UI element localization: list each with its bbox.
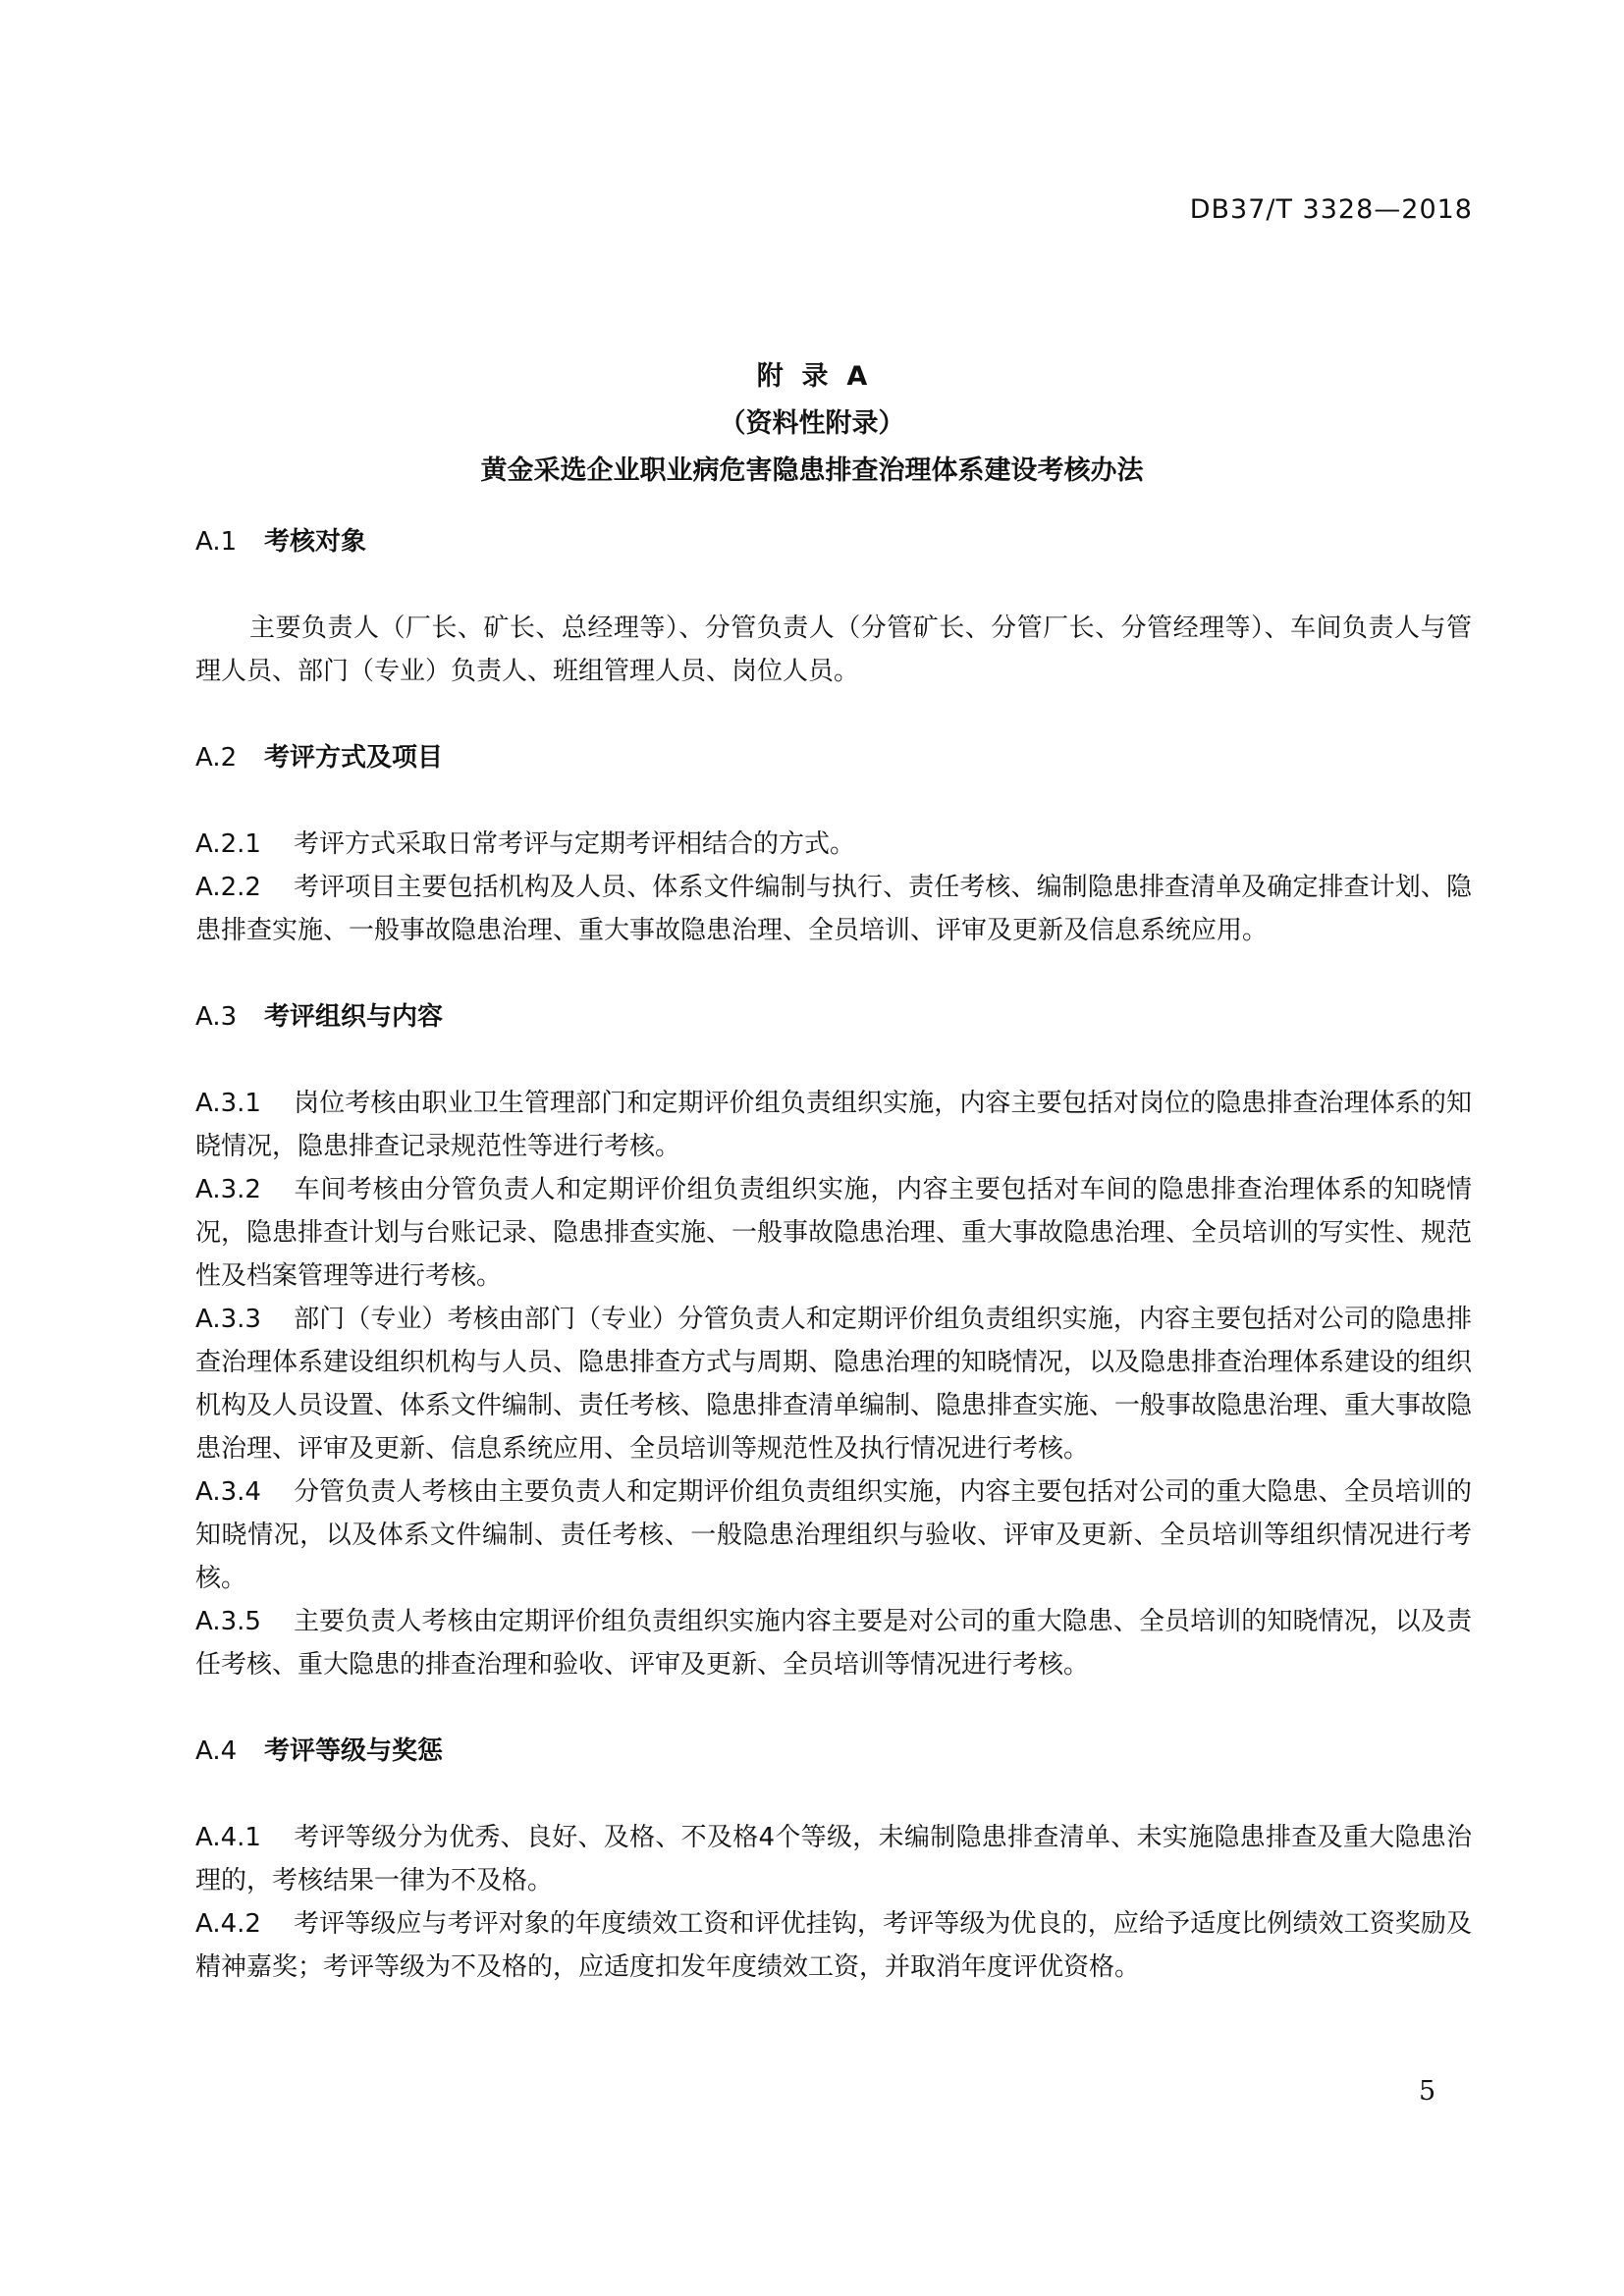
section-a3 xyxy=(195,995,1472,1730)
clause-text: 车间考核由分管负责人和定期评价组负责组织实施，内容主要包括对车间的隐患排查治理体系的知晓情况，隐患排查计划与台账记录、隐患排查实施、一般事故隐患治理、重大事故隐患治理、全员培训的写实性、规范性及档案管理等进行考核。 xyxy=(195,1175,1473,1291)
clause xyxy=(195,1902,1472,1989)
section-title: 考评方式及项目 xyxy=(264,743,444,773)
section-number: A.4 xyxy=(195,1736,238,1766)
appendix-label: 附 录 A xyxy=(756,361,868,392)
clause-number: A.3.2 xyxy=(195,1175,261,1204)
section-heading xyxy=(195,736,1472,779)
section-a2 xyxy=(195,736,1472,995)
section-number: A.1 xyxy=(195,527,238,557)
clause-number: A.2.1 xyxy=(195,829,261,859)
clause xyxy=(195,1168,1472,1298)
clause-text: 考评项目主要包括机构及人员、体系文件编制与执行、责任考核、编制隐患排查清单及确定排查计划、隐患排查实施、一般事故隐患治理、重大事故隐患治理、全员培训、评审及更新及信息系统应用。 xyxy=(195,873,1472,945)
clause xyxy=(195,1470,1472,1600)
clause xyxy=(195,1298,1472,1470)
clause-text: 岗位考核由职业卫生管理部门和定期评价组负责组织实施，内容主要包括对岗位的隐患排查治理体系的知晓情况，隐患排查记录规范性等进行考核。 xyxy=(195,1089,1472,1161)
section-number: A.3 xyxy=(195,1002,238,1032)
clause-text: 考评等级分为优秀、良好、及格、不及格4个等级，未编制隐患排查清单、未实施隐患排查及重大隐患治理的，考核结果一律为不及格。 xyxy=(195,1823,1472,1896)
standard-code: DB37/T 3328—2018 xyxy=(1189,194,1473,225)
clause xyxy=(195,866,1472,952)
clause xyxy=(195,1600,1472,1686)
section-title: 考评组织与内容 xyxy=(264,1002,444,1032)
clause xyxy=(195,1816,1472,1902)
section-heading xyxy=(195,520,1472,563)
appendix-heading: 黄金采选企业职业病危害隐患排查治理体系建设考核办法 xyxy=(480,455,1144,486)
clause-text: 考评等级应与考评对象的年度绩效工资和评优挂钩，考评等级为优良的，应给予适度比例绩效工资奖励及精神嘉奖；考评等级为不及格的，应适度扣发年度绩效工资，并取消年度评优资格。 xyxy=(195,1909,1472,1982)
clause xyxy=(195,1082,1472,1168)
clause-number: A.4.1 xyxy=(195,1823,261,1852)
clause-text: 部门（专业）考核由部门（专业）分管负责人和定期评价组负责组织实施，内容主要包括对公司的隐患排查治理体系建设组织机构与人员、隐患排查方式与周期、隐患治理的知晓情况，以及隐患排查治理体系建设的组织机构及人员设置、体系文件编制、责任考核、隐患排查清单编制、隐患排查实施、一般事故隐患治理、重大事故隐患治理、评审及更新、信息系统应用、全员培训等规范性及执行情况进行考核。 xyxy=(195,1305,1473,1464)
clause-number: A.2.2 xyxy=(195,873,261,902)
section-heading xyxy=(195,1730,1472,1773)
section-title: 考核对象 xyxy=(264,527,367,557)
section-number: A.2 xyxy=(195,743,238,773)
clause-number: A.4.2 xyxy=(195,1909,261,1939)
clause-text: 分管负责人考核由主要负责人和定期评价组负责组织实施，内容主要包括对公司的重大隐患、全员培训的知晓情况，以及体系文件编制、责任考核、一般隐患治理组织与验收、评审及更新、全员培训等组织情况进行考核。 xyxy=(195,1477,1472,1593)
paragraph: 主要负责人（厂长、矿长、总经理等）、分管负责人（分管矿长、分管厂长、分管经理等）、车间负责人与管理人员、部门（专业）负责人、班组管理人员、岗位人员。 xyxy=(195,614,1472,686)
clause-text: 考评方式采取日常考评与定期考评相结合的方式。 xyxy=(294,829,856,859)
clause-text: 主要负责人考核由定期评价组负责组织实施内容主要是对公司的重大隐患、全员培训的知晓情况，以及责任考核、重大隐患的排查治理和验收、评审及更新、全员培训等情况进行考核。 xyxy=(195,1607,1472,1680)
appendix-type: （资料性附录） xyxy=(719,408,905,439)
section-a4 xyxy=(195,1730,1472,1989)
section-title: 考评等级与奖惩 xyxy=(264,1736,444,1766)
section-a1 xyxy=(195,520,1472,736)
clause-number: A.3.5 xyxy=(195,1607,261,1636)
section-heading xyxy=(195,995,1472,1039)
page-number: 5 xyxy=(1419,2076,1436,2107)
clause-number: A.3.1 xyxy=(195,1089,261,1118)
clause xyxy=(195,823,1472,866)
appendix-title xyxy=(0,353,1624,495)
clause-number: A.3.3 xyxy=(195,1305,261,1334)
document-body xyxy=(195,520,1472,1989)
clause-number: A.3.4 xyxy=(195,1477,261,1507)
